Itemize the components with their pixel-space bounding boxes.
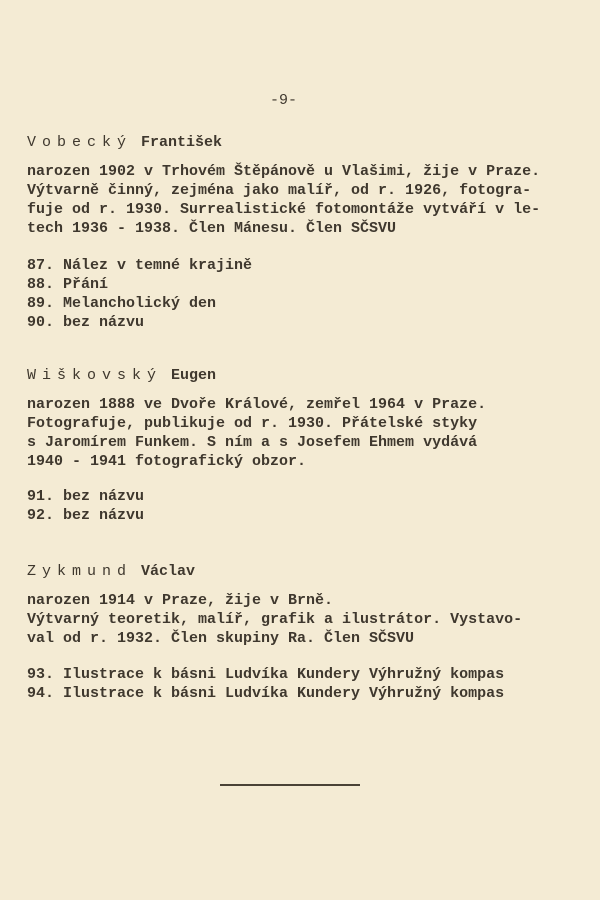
work-item: 93. Ilustrace k básni Ludvíka Kundery Výhružný kompas xyxy=(27,666,505,683)
bio-line: val od r. 1932. Člen skupiny Ra. Člen SČSVU xyxy=(27,630,415,647)
bio-line: Výtvarně činný, zejména jako malíř, od r. 1926, fotogra- xyxy=(27,182,532,199)
entry-heading xyxy=(27,562,195,581)
given-name: Eugen xyxy=(171,367,217,384)
work-item: 89. Melancholický den xyxy=(27,295,217,312)
bio-line: narozen 1888 ve Dvoře Králové, zemřel 1964 v Praze. xyxy=(27,396,487,413)
bio-line: Výtvarný teoretik, malíř, grafik a ilustrátor. Vystavo- xyxy=(27,611,523,628)
entry-bio xyxy=(27,162,540,238)
work-item: 91. bez názvu xyxy=(27,488,145,505)
work-item: 94. Ilustrace k básni Ludvíka Kundery Výhružný kompas xyxy=(27,685,505,702)
bio-line: s Jaromírem Funkem. S ním a s Josefem Ehmem vydává xyxy=(27,434,478,451)
surname: Zykmund xyxy=(27,563,133,580)
works-list xyxy=(27,665,504,703)
bio-line: tech 1936 - 1938. Člen Mánesu. Člen SČSVU xyxy=(27,220,397,237)
work-item: 87. Nález v temné krajině xyxy=(27,257,253,274)
given-name: Václav xyxy=(141,563,196,580)
closing-rule xyxy=(220,784,360,786)
entry-bio xyxy=(27,591,522,648)
page-number: -9- xyxy=(270,92,298,109)
work-item: 90. bez názvu xyxy=(27,314,145,331)
surname: Wiškovský xyxy=(27,367,163,384)
given-name: František xyxy=(141,134,223,151)
bio-line: narozen 1902 v Trhovém Štěpánově u Vlašimi, žije v Praze. xyxy=(27,163,541,180)
bio-line: 1940 - 1941 fotografický obzor. xyxy=(27,453,307,470)
entry-heading xyxy=(27,133,222,152)
work-item: 92. bez názvu xyxy=(27,507,145,524)
surname: Vobecký xyxy=(27,134,133,151)
bio-line: fuje od r. 1930. Surrealistické fotomontáže vytváří v le- xyxy=(27,201,541,218)
bio-line: narozen 1914 v Praze, žije v Brně. xyxy=(27,592,334,609)
works-list xyxy=(27,256,252,332)
work-item: 88. Přání xyxy=(27,276,109,293)
works-list xyxy=(27,487,144,525)
entry-bio xyxy=(27,395,486,471)
bio-line: Fotografuje, publikuje od r. 1930. Přátelské styky xyxy=(27,415,478,432)
entry-heading xyxy=(27,366,216,385)
